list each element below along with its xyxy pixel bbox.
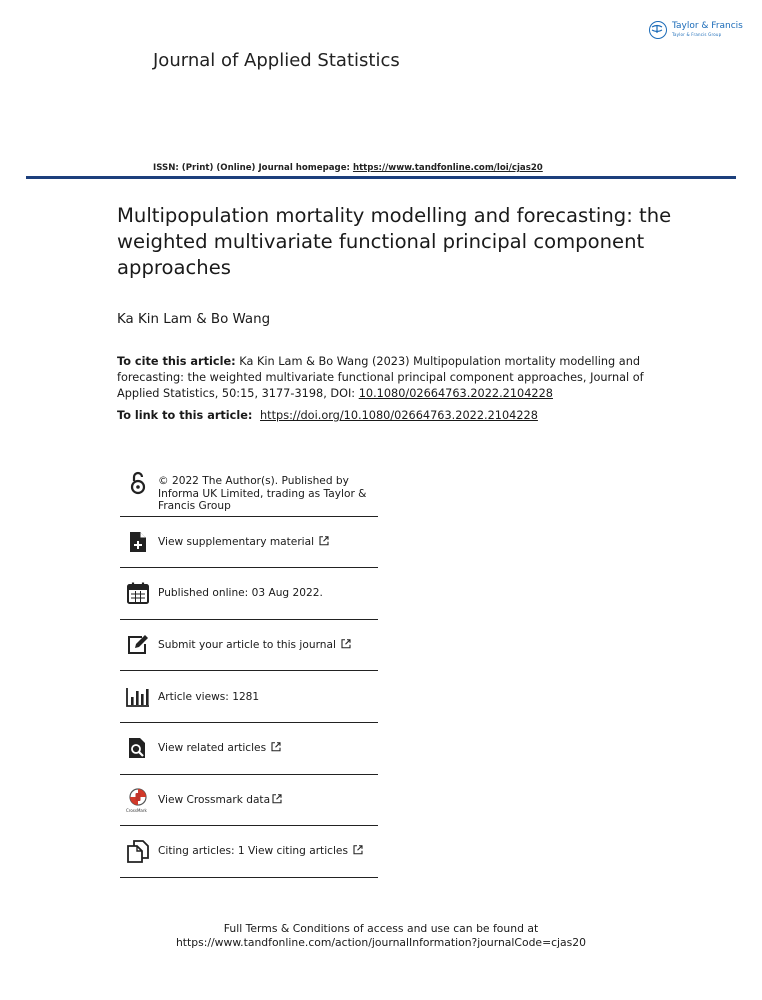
submit-article-link[interactable] [158, 639, 378, 652]
external-link-icon [353, 845, 363, 855]
related-search-icon [126, 736, 150, 760]
journal-homepage-link[interactable]: https://www.tandfonline.com/loi/cjas20 [352, 163, 543, 173]
header-divider [26, 176, 736, 179]
issn-prefix: ISSN: (Print) (Online) Journal homepage: [153, 163, 353, 173]
supplementary-file-icon [126, 530, 150, 554]
article-link-line [117, 408, 538, 424]
related-articles-label: View related articles [158, 742, 267, 755]
supplementary-material-label: View supplementary material [158, 535, 315, 548]
citation-block [117, 354, 647, 402]
external-link-icon [272, 794, 282, 804]
published-online-text: Published online: 03 Aug 2022. [158, 587, 323, 600]
license-row [120, 465, 378, 517]
article-doi-url-link[interactable]: https://doi.org/10.1080/02664763.2022.2104228 [260, 409, 538, 422]
publisher-tagline: Taylor & Francis Group [672, 32, 722, 37]
footer-terms-url[interactable]: https://www.tandfonline.com/action/journalInformation?journalCode=cjas20 [175, 936, 587, 949]
link-label: To link to this article: [117, 409, 253, 422]
taylor-francis-logo-icon [649, 21, 667, 39]
bar-chart-icon [126, 685, 150, 709]
external-link-icon [341, 639, 351, 649]
submit-article-label: Submit your article to this journal [158, 638, 336, 651]
supplementary-material-row[interactable] [120, 517, 378, 569]
published-online-row [120, 568, 378, 620]
cite-text: Ka Kin Lam & Bo Wang (2023) Multipopulation mortality modelling and forecasting: the weighted multivariate functional principal component approaches, Journal of Applied Statistics, 50:15, 3177-3198, DOI: [117, 355, 644, 400]
publisher-name: Taylor & Francis [672, 21, 743, 31]
submit-edit-icon [126, 633, 150, 657]
submit-article-row[interactable] [120, 620, 378, 672]
crossmark-link[interactable] [158, 794, 378, 807]
article-authors: Ka Kin Lam & Bo Wang [117, 312, 271, 327]
citing-articles-icon [126, 839, 150, 863]
license-text: © 2022 The Author(s). Published by Informa UK Limited, trading as Taylor & Francis Group [158, 475, 367, 512]
article-info-list [120, 465, 378, 878]
footer-terms-text: Full Terms & Conditions of access and use can be found at [223, 922, 539, 935]
external-link-icon [319, 536, 329, 546]
citing-articles-link[interactable] [158, 845, 378, 858]
article-views-text: Article views: 1281 [158, 690, 260, 703]
citing-articles-row[interactable] [120, 826, 378, 878]
citing-articles-label: Citing articles: 1 View citing articles [158, 845, 348, 858]
doi-link[interactable]: 10.1080/02664763.2022.2104228 [358, 387, 553, 400]
supplementary-material-link[interactable] [158, 536, 378, 549]
crossmark-badge-text: CrossMark [126, 807, 147, 813]
publisher-logo[interactable] [649, 20, 749, 46]
issn-line [153, 163, 543, 173]
journal-title: Journal of Applied Statistics [153, 50, 400, 71]
related-articles-link[interactable] [158, 742, 378, 755]
crossmark-label: View Crossmark data [158, 793, 271, 806]
article-views-row [120, 671, 378, 723]
cite-label: To cite this article: [117, 355, 236, 368]
calendar-icon [126, 581, 150, 605]
related-articles-row[interactable] [120, 723, 378, 775]
external-link-icon [271, 742, 281, 752]
crossmark-row[interactable] [120, 775, 378, 827]
article-title: Multipopulation mortality modelling and forecasting: the weighted multivariate functional principal component approaches [117, 204, 672, 279]
open-access-lock-icon [126, 471, 150, 495]
